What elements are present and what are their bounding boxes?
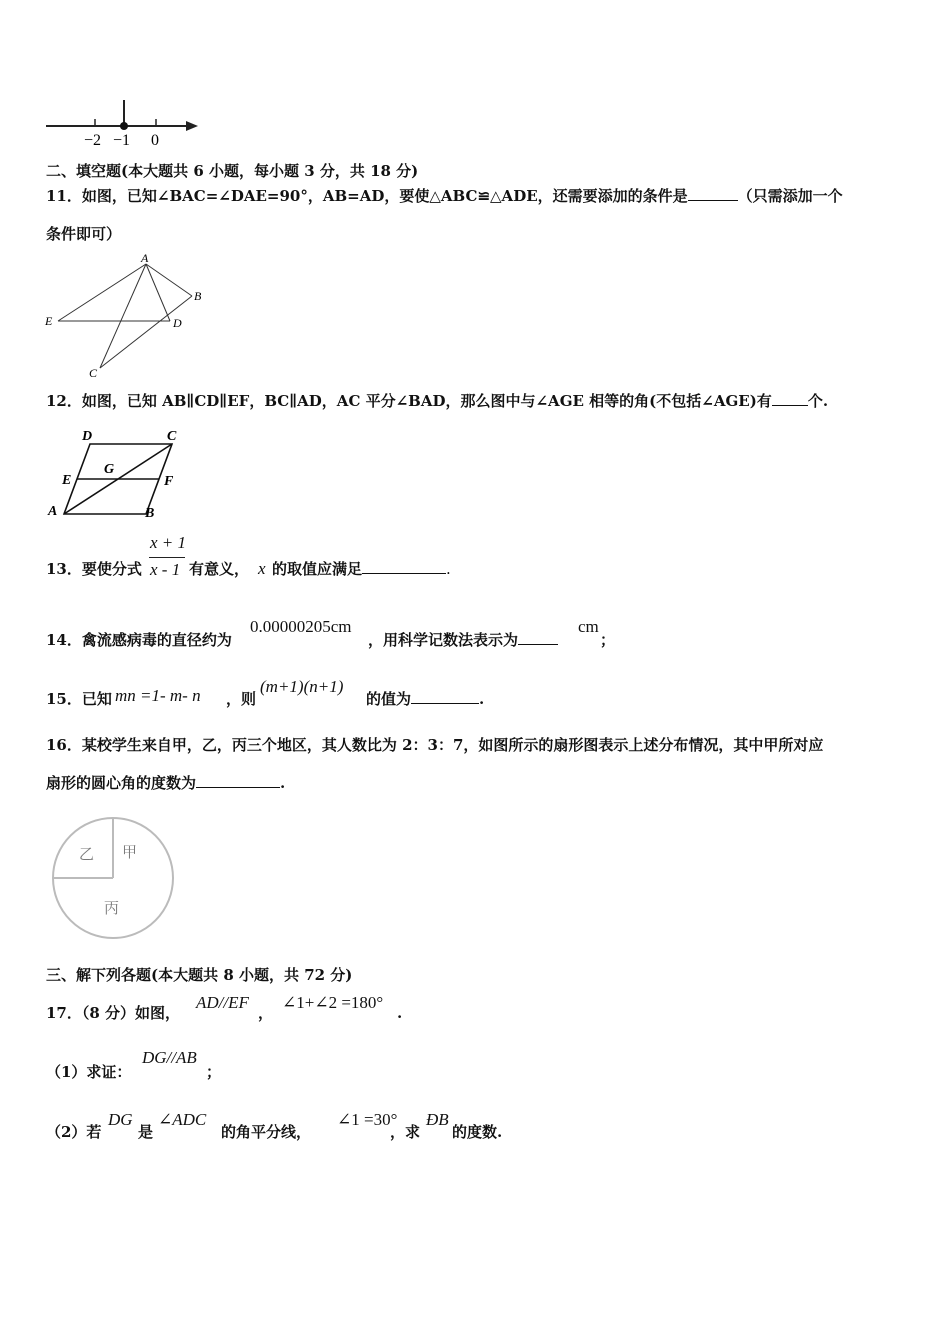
number-line-arrow [186, 121, 198, 131]
q17-part1-prefix: （1）求证： [46, 1063, 132, 1081]
q12-label-C: C [167, 429, 177, 444]
q13-middle: 有意义， [189, 560, 250, 578]
q17-part2-angle: ∠ADC [158, 1110, 207, 1129]
pie-label-bing: 丙 [104, 901, 120, 917]
q12-label-E: E [62, 473, 72, 488]
q17-part2-var: DG [108, 1110, 133, 1129]
q17-part2-target: ÐB [426, 1110, 449, 1129]
q16-text: 扇形的圆心角的度数为 [46, 774, 197, 792]
section-2-title: 二、填空题(本大题共 6 小题，每小题 3 分，共 18 分) [46, 162, 419, 180]
section-3-title: 三、解下列各题(本大题共 8 小题，共 72 分) [46, 966, 353, 984]
q14-value: 0.00000205cm [250, 617, 352, 636]
q12-line [46, 391, 828, 411]
label-minus-2: −2 [84, 132, 102, 149]
pie-label-jia: 甲 [122, 845, 138, 861]
q17-part1-end: ； [206, 1063, 222, 1081]
q17-part2-end: 的度数. [452, 1123, 503, 1141]
q16-end: . [280, 774, 286, 792]
q12-text: 12．如图，已知 AB∥CD∥EF，BC∥AD，AC 平分∠BAD，那么图中与∠AGE 相等的角(不包括∠AGE)有 [46, 392, 772, 410]
q15-suffix-line [366, 689, 484, 709]
q17-sep: ， [258, 1004, 274, 1022]
solid-point [120, 122, 128, 130]
q17-part2-ask: ，求 [390, 1123, 421, 1141]
q11-text: 11．如图，已知∠BAC=∠DAE=90°，AB=AD，要使△ABC≌△ADE，还需要添加的条件是 [46, 187, 688, 205]
q12-answer-blank[interactable] [772, 391, 808, 406]
q15-suffix: 的值为 [366, 690, 412, 708]
q15-middle: ，则 [226, 690, 257, 708]
q11-line2: 条件即可） [46, 225, 122, 243]
pie-label-yi: 乙 [79, 847, 95, 863]
q13-suffix-line [272, 559, 451, 579]
q11-label-D: D [173, 316, 182, 330]
q12-label-D: D [82, 429, 93, 444]
q15-answer-blank[interactable] [411, 689, 479, 704]
q15-prefix: 15．已知 [46, 690, 112, 708]
q17-part2-is: 是 [138, 1123, 154, 1141]
q17-end: . [397, 1004, 403, 1022]
q11-label-A: A [141, 251, 149, 265]
q12-figure [40, 422, 190, 524]
q12-label-B: B [145, 506, 155, 521]
q17-part2-prefix: （2）若 [46, 1123, 102, 1141]
number-line-figure [40, 95, 210, 150]
q12-label-A: A [48, 504, 58, 519]
q17-part2-cond: ∠1 =30° [337, 1110, 398, 1129]
q16-pie-figure [46, 815, 181, 945]
q11-line1 [46, 186, 843, 206]
q16-line1: 16．某校学生来自甲，乙，丙三个地区，其人数比为 2：3：7，如图所示的扇形图表示上述分布情况，其中甲所对应 [46, 736, 824, 754]
q11-label-E: E [45, 314, 53, 328]
q14-answer-blank[interactable] [518, 630, 558, 645]
q11-answer-blank[interactable] [688, 186, 738, 201]
q13-var: x [258, 559, 266, 578]
q17-cond2: ∠1+∠2 =180° [282, 993, 384, 1012]
q14-middle: ，用科学记数法表示为 [368, 631, 519, 649]
q11-figure [40, 250, 220, 380]
label-0: 0 [151, 132, 159, 149]
q12-label-G: G [104, 462, 115, 477]
q11-label-C: C [89, 366, 98, 380]
q14-middle-line [368, 630, 558, 650]
q13-end: . [446, 560, 451, 578]
q12-label-F: F [164, 474, 174, 489]
q12-text-end: 个. [807, 392, 829, 410]
q15-condition: mn =1- m- n [115, 686, 201, 705]
q11-label-B: B [194, 289, 202, 303]
q17-part2-mid: 的角平分线， [221, 1123, 312, 1141]
q16-line2 [46, 773, 285, 793]
q14-end: ； [600, 631, 616, 649]
q17-prefix: 17．（8 分）如图， [46, 1004, 181, 1022]
q13-numerator: x + 1 [150, 533, 187, 552]
q14-unit: cm [578, 617, 599, 636]
q13-fraction-bar [149, 557, 185, 558]
label-minus-1: −1 [113, 132, 131, 149]
q17-part1-expr: DG//AB [142, 1048, 197, 1067]
q11-text-end: （只需添加一个 [737, 187, 843, 205]
q13-answer-blank[interactable] [362, 559, 446, 574]
q13-suffix: 的取值应满足 [272, 560, 363, 578]
q17-cond1: AD//EF [196, 993, 249, 1012]
q13-prefix: 13．要使分式 [46, 560, 142, 578]
q13-denominator: x - 1 [150, 560, 181, 579]
q14-prefix: 14．禽流感病毒的直径约为 [46, 631, 232, 649]
q15-expression: (m+1)(n+1) [260, 677, 344, 696]
q16-answer-blank[interactable] [196, 773, 280, 788]
q15-end: . [479, 690, 485, 708]
